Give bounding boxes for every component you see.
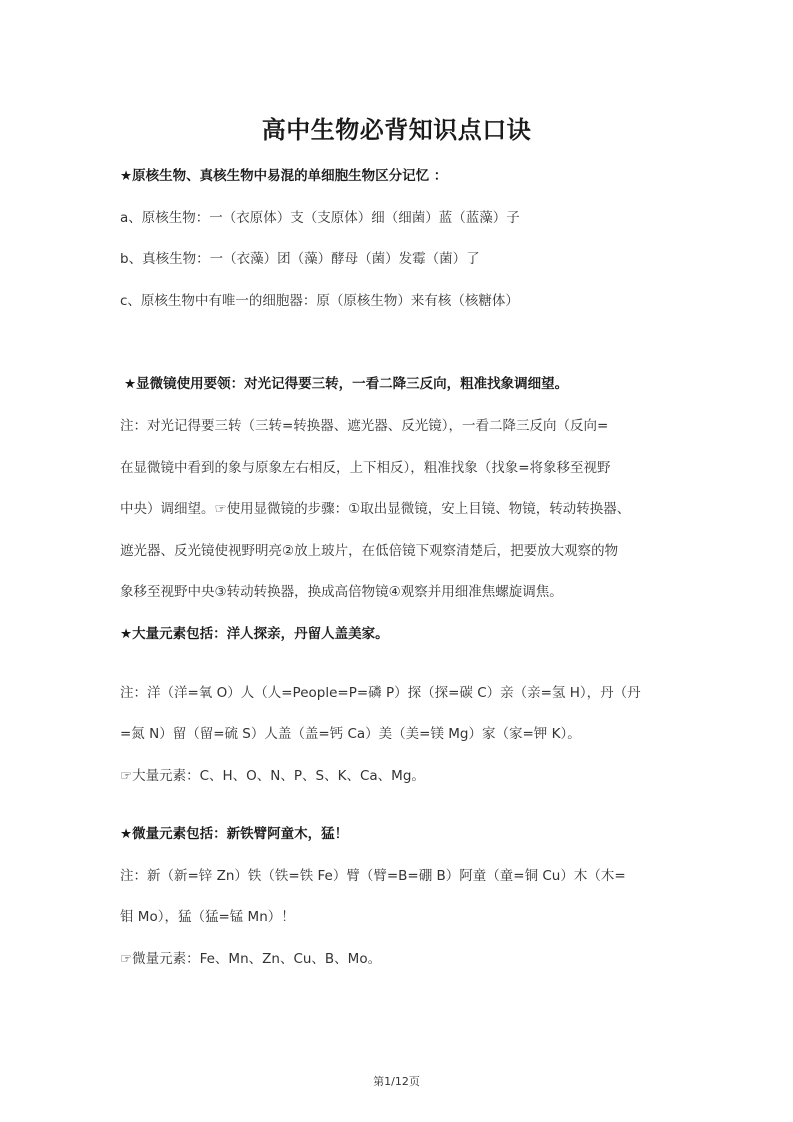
paragraph-line: b、真核生物：一（衣藻）团（藻）酵母（菌）发霉（菌）了 — [120, 251, 480, 267]
paragraph-line: 在显微镜中看到的象与原象左右相反，上下相反），粗准找象（找象=将象移至视野 — [120, 460, 611, 476]
paragraph-line: 注：洋（洋=氧 O）人（人=People=P=磷 P）探（探=碳 C）亲（亲=氢 H），丹（丹 — [120, 685, 641, 701]
page-title: 高中生物必背知识点口诀 — [261, 116, 532, 144]
paragraph-line: 遮光器、反光镜使视野明亮②放上玻片，在低倍镜下观察清楚后，把要放大观察的物 — [120, 543, 619, 559]
paragraph-line: 钼 Mo），猛（猛=锰 Mn）！ — [120, 909, 295, 925]
section-heading-trace-elements: ★微量元素包括：新铁臂阿童木，猛！ — [120, 826, 349, 842]
paragraph-line: 注：对光记得要三转（三转=转换器、遮光器、反光镜），一看二降三反向（反向= — [120, 418, 609, 434]
paragraph-line: a、原核生物：一（衣原体）支（支原体）细（细菌）蓝（蓝藻）子 — [120, 210, 520, 226]
section-heading-prokaryote: ★原核生物、真核生物中易混的单细胞生物区分记忆 ： — [120, 168, 448, 184]
page-number: 第1/12页 — [373, 1075, 420, 1088]
paragraph-line: 注：新（新=锌 Zn）铁（铁=铁 Fe）臂（臂=B=硼 B）阿童（童=铜 Cu）木（木= — [120, 868, 626, 884]
section-heading-microscope: ★显微镜使用要领：对光记得要三转，一看二降三反向，粗准找象调细望。 — [124, 376, 569, 392]
paragraph-line: =氮 N）留（留=硫 S）人盖（盖=钙 Ca）美（美=镁 Mg）家（家=钾 K）。 — [120, 726, 581, 742]
paragraph-line: ☞微量元素：Fe、Mn、Zn、Cu、B、Mo。 — [120, 951, 382, 967]
paragraph-line: c、原核生物中有唯一的细胞器：原（原核生物）来有核（核糖体） — [120, 293, 519, 309]
paragraph-line: 象移至视野中央③转动转换器，换成高倍物镜④观察并用细准焦螺旋调焦。 — [120, 584, 563, 600]
section-heading-macro-elements: ★大量元素包括：洋人探亲，丹留人盖美家。 — [120, 626, 389, 642]
paragraph-line: 中央）调细望。☞使用显微镜的步骤：①取出显微镜，安上目镜、物镜，转动转换器、 — [120, 501, 631, 517]
paragraph-line: ☞大量元素：C、H、O、N、P、S、K、Ca、Mg。 — [120, 768, 425, 784]
